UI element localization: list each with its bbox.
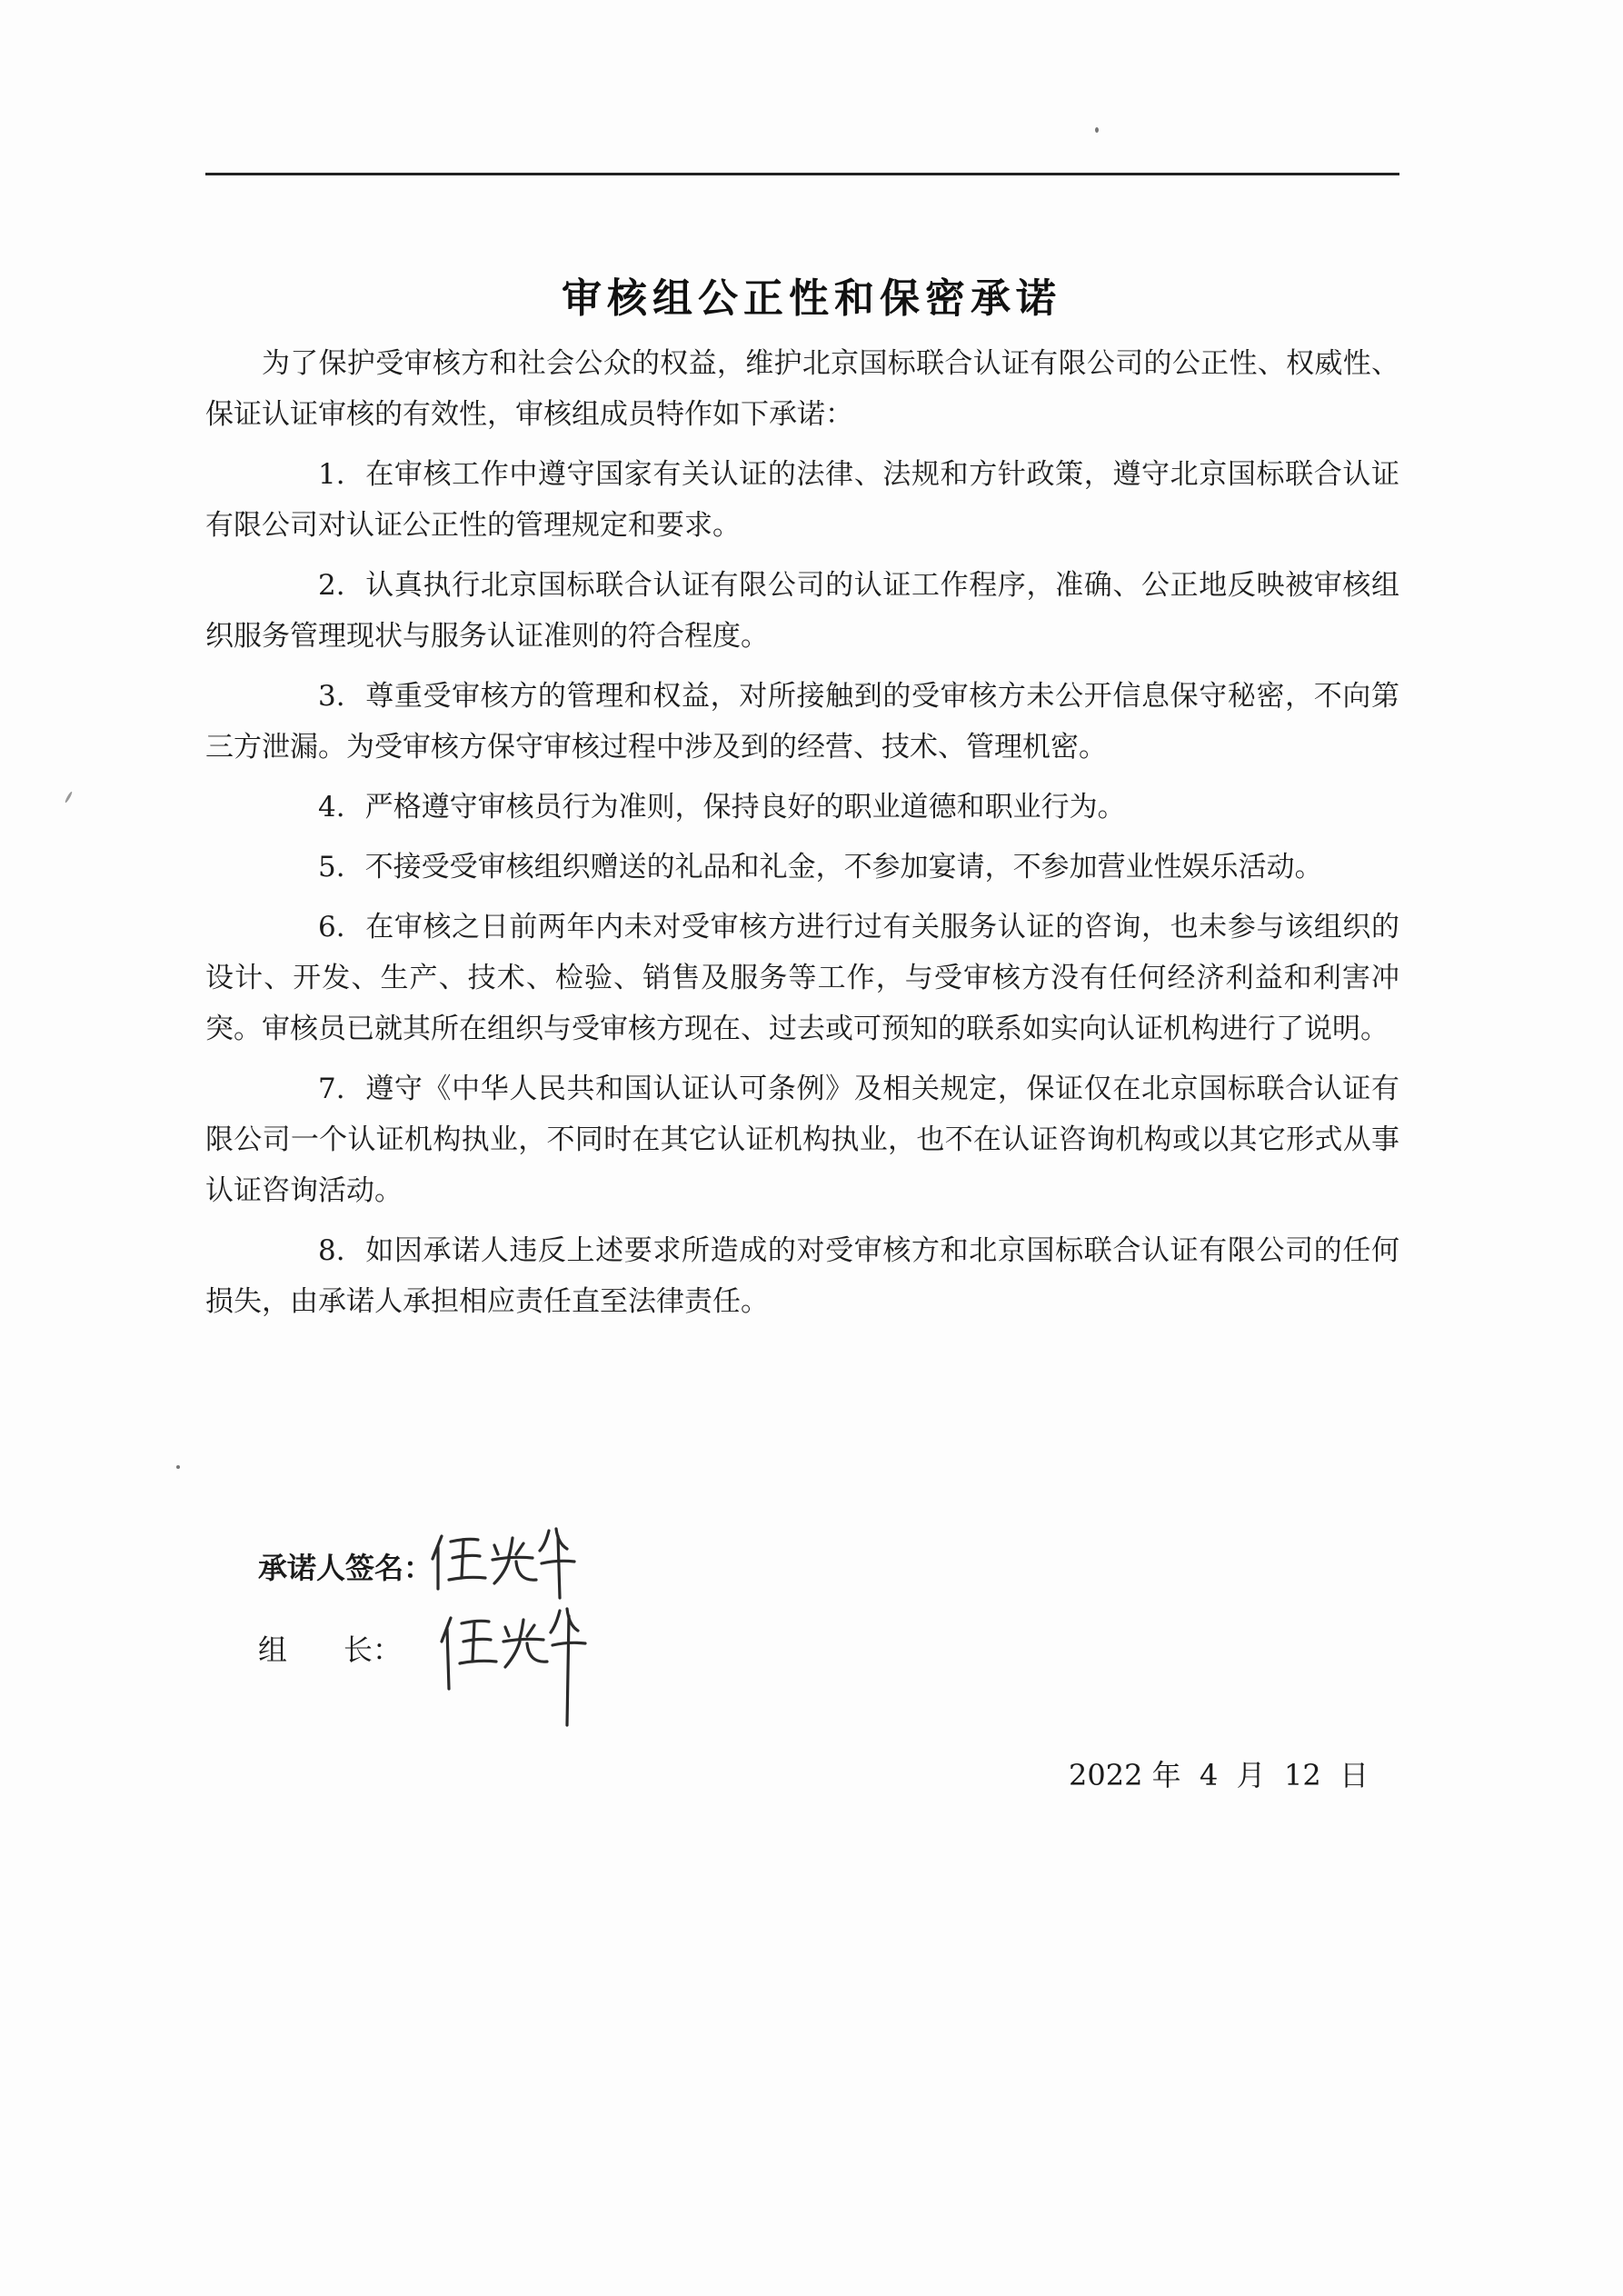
leader-handwritten-signature [431,1598,612,1734]
item-text: 认真执行北京国标联合认证有限公司的认证工作程序，准确、公正地反映被审核组织服务管理现状与服务认证准则的符合程度。 [205,569,1399,653]
leader-label [258,1627,402,1669]
date-month: 4 [1199,1758,1219,1792]
document-title: 审核组公正性和保密承诺 [562,275,1061,322]
scan-speck [1095,127,1099,133]
date-day-unit: 日 [1339,1758,1369,1792]
item-number: 5. [318,851,345,883]
leader-label-part-1: 组 [258,1632,288,1667]
item-number: 8. [318,1234,345,1267]
date-month-unit: 月 [1236,1758,1266,1792]
item-number: 7. [318,1073,345,1105]
date-year: 2022 [1069,1758,1143,1792]
item-text: 如因承诺人违反上述要求所造成的对受审核方和北京国标联合认证有限公司的任何损失，由承诺人承担相应责任直至法律责任。 [205,1234,1399,1318]
item-text: 严格遵守审核员行为准则，保持良好的职业道德和职业行为。 [364,791,1126,824]
item-text: 尊重受审核方的管理和权益，对所接触到的受审核方未公开信息保守秘密，不向第三方泄漏。为受审核方保守审核过程中涉及到的经营、技术、管理机密。 [205,680,1399,764]
intro-paragraph: 为了保护受审核方和社会公众的权益，维护北京国标联合认证有限公司的公正性、权威性、保证认证审核的有效性，审核组成员特作如下承诺： [205,347,1399,431]
signature-block [258,1527,985,1800]
commitment-item [205,842,1399,893]
item-number: 3. [318,680,345,713]
document-date [1069,1752,1369,1794]
item-number: 6. [318,911,345,943]
item-text: 不接受受审核组织赠送的礼品和礼金，不参加宴请，不参加营业性娱乐活动。 [364,851,1323,883]
commitment-item [205,902,1399,1054]
commitment-item [205,560,1399,662]
signer-label: 承诺人签名： [258,1551,433,1585]
item-number: 4. [318,791,345,824]
scan-speck [65,791,74,804]
commitment-item [205,1225,1399,1327]
document-body [205,338,1399,1336]
scan-speck [176,1465,180,1469]
item-text: 在审核工作中遵守国家有关认证的法律、法规和方针政策，遵守北京国标联合认证有限公司对认证公正性的管理规定和要求。 [205,458,1399,542]
header-rule [205,173,1399,175]
item-number: 1. [318,458,345,491]
item-text: 遵守《中华人民共和国认证认可条例》及相关规定，保证仅在北京国标联合认证有限公司一个认证机构执业，不同时在其它认证机构执业，也不在认证咨询机构或以其它形式从事认证咨询活动。 [205,1073,1399,1207]
commitment-item [205,1063,1399,1216]
date-year-unit: 年 [1151,1758,1181,1792]
commitment-item [205,671,1399,773]
leader-label-part-2: 长： [344,1632,403,1667]
signer-handwritten-signature [422,1518,603,1600]
date-day: 12 [1284,1758,1321,1792]
item-text: 在审核之日前两年内未对受审核方进行过有关服务认证的咨询，也未参与该组织的设计、开发、生产、技术、检验、销售及服务等工作，与受审核方没有任何经济利益和利害冲突。审核员已就其所在组织与受审核方现在、过去或可预知的联系如实向认证机构进行了说明。 [205,911,1399,1045]
commitment-item [205,782,1399,833]
commitment-item [205,449,1399,551]
item-number: 2. [318,569,345,602]
